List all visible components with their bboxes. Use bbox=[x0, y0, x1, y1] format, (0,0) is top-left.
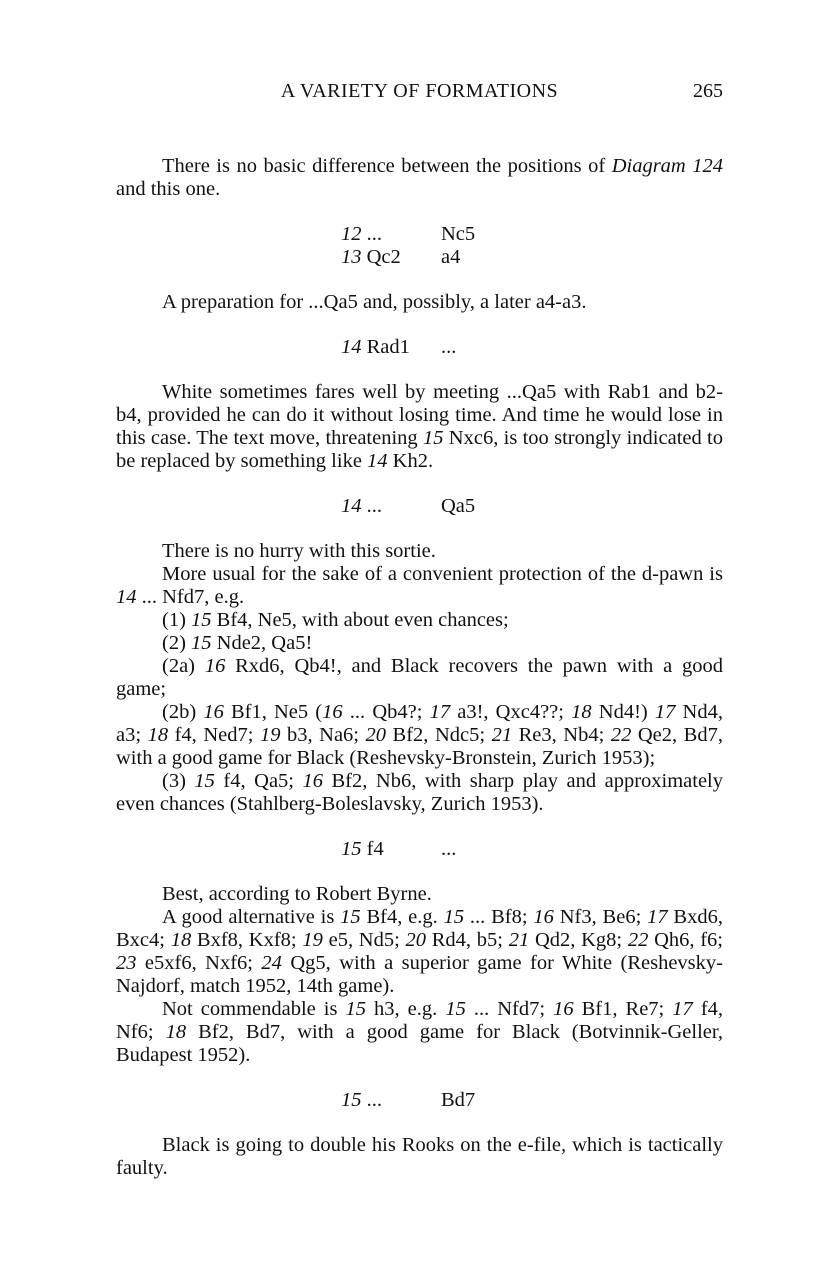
paragraph bbox=[116, 563, 723, 609]
text-run: ... Qb4?; bbox=[342, 701, 430, 723]
move-row bbox=[116, 246, 723, 269]
move-number: 22 bbox=[627, 929, 649, 951]
move-block bbox=[116, 838, 723, 861]
text-run: Bf2, Ndc5; bbox=[386, 724, 492, 746]
page-number: 265 bbox=[693, 80, 723, 102]
move-number: 14 bbox=[341, 336, 362, 358]
paragraph bbox=[116, 291, 723, 314]
move-number: 17 bbox=[672, 998, 693, 1020]
text-run: ... bbox=[361, 223, 382, 245]
move-number: 15 bbox=[341, 1089, 362, 1111]
black-move: Qa5 bbox=[441, 495, 476, 517]
text-run: Nd4, a3; bbox=[116, 701, 723, 746]
move-number: 16 bbox=[204, 655, 226, 677]
text-run: f4 bbox=[361, 838, 384, 860]
move-number: 15 bbox=[191, 609, 212, 631]
text-run: Bf1, Ne5 ( bbox=[223, 701, 323, 723]
text-run: Rad1 bbox=[361, 336, 410, 358]
text-run: Nxc6, is too strongly indicated to be replaced by something like bbox=[116, 427, 723, 472]
move-number: 15 bbox=[422, 427, 444, 449]
text-run: Nd4!) bbox=[591, 701, 655, 723]
move-block bbox=[116, 223, 723, 269]
text-run: (2) bbox=[162, 632, 192, 654]
paragraph bbox=[116, 883, 723, 906]
move-row bbox=[116, 838, 723, 861]
text-run: ... Nfd7, e.g. bbox=[136, 586, 245, 608]
move-number: 16 bbox=[203, 701, 224, 723]
text-run: f4, Ned7; bbox=[168, 724, 260, 746]
move-number: 19 bbox=[302, 929, 323, 951]
move-row bbox=[116, 336, 723, 359]
move-block bbox=[116, 1089, 723, 1112]
move-number: 17 bbox=[647, 906, 668, 928]
text-run: Bf2, Nb6, with sharp play and approximately even chances (Stahlberg-Boleslavsky, Zurich 1953). bbox=[116, 770, 724, 815]
move-number: 18 bbox=[170, 929, 192, 951]
text-run: Bf4, e.g. bbox=[360, 906, 444, 928]
text-run: Best, according to Robert Byrne. bbox=[162, 883, 432, 905]
move-number: 22 bbox=[610, 724, 632, 746]
move-number: 15 bbox=[341, 838, 362, 860]
text-run: h3, e.g. bbox=[366, 998, 446, 1020]
white-move bbox=[341, 223, 441, 246]
text-run: Qe2, Bd7, with a good game for Black (Reshevsky-Bronstein, Zurich 1953); bbox=[116, 724, 723, 769]
move-number: 18 bbox=[147, 724, 169, 746]
move-block bbox=[116, 336, 723, 359]
black-move: a4 bbox=[441, 246, 461, 268]
move-number: 17 bbox=[654, 701, 676, 723]
paragraph bbox=[116, 155, 723, 201]
move-number: 18 bbox=[165, 1021, 187, 1043]
move-number: 16 bbox=[322, 701, 343, 723]
move-row bbox=[116, 495, 723, 518]
text-run: Bf1, Re7; bbox=[573, 998, 673, 1020]
move-number: 18 bbox=[571, 701, 592, 723]
page-body bbox=[116, 155, 723, 1180]
text-run: Qg5, with a superior game for White (Reshevsky-Najdorf, match 1952, 14th game). bbox=[116, 952, 723, 997]
text-run: Rxd6, Qb4!, and Black recovers the pawn with a good game; bbox=[116, 655, 723, 700]
move-number: 15 bbox=[340, 906, 361, 928]
paragraph bbox=[116, 770, 723, 816]
white-move bbox=[341, 246, 441, 269]
text-run: White sometimes fares well by meeting ...Qa5 with Rab1 and b2-b4, provided he can do it without losing time. And time he would lose in this case. The text move, threatening bbox=[116, 381, 723, 449]
text-run: Bf4, Ne5, with about even chances; bbox=[211, 609, 509, 631]
black-move: ... bbox=[441, 336, 457, 358]
move-number: 20 bbox=[405, 929, 427, 951]
move-row bbox=[116, 223, 723, 246]
text-run: There is no hurry with this sortie. bbox=[162, 540, 436, 562]
white-move bbox=[341, 495, 441, 518]
text-run: Black is going to double his Rooks on the e-file, which is tactically faulty. bbox=[116, 1134, 723, 1179]
black-move: Nc5 bbox=[441, 223, 476, 245]
text-run: (3) bbox=[162, 770, 195, 792]
text-run: b3, Na6; bbox=[280, 724, 366, 746]
text-run: e5xf6, Nxf6; bbox=[136, 952, 262, 974]
paragraph bbox=[116, 998, 723, 1067]
text-run: Bf2, Bd7, with a good game for Black (Botvinnik-Geller, Budapest 1952). bbox=[116, 1021, 723, 1066]
text-run: Nf3, Be6; bbox=[553, 906, 648, 928]
move-number: Diagram 124 bbox=[611, 155, 723, 177]
text-run: Bxf8, Kxf8; bbox=[191, 929, 303, 951]
text-run: Qh6, f6; bbox=[648, 929, 724, 951]
move-number: 24 bbox=[261, 952, 282, 974]
move-number: 16 bbox=[302, 770, 323, 792]
white-move bbox=[341, 838, 441, 861]
paragraph bbox=[116, 1134, 723, 1180]
move-number: 21 bbox=[508, 929, 530, 951]
move-number: 16 bbox=[533, 906, 554, 928]
text-run: ... bbox=[361, 495, 382, 517]
text-run: Qc2 bbox=[361, 246, 401, 268]
move-number: 17 bbox=[429, 701, 451, 723]
text-run: Bxd6, Bxc4; bbox=[116, 906, 723, 951]
text-run: a3!, Qxc4??; bbox=[450, 701, 572, 723]
text-run: f4, Nf6; bbox=[116, 998, 724, 1043]
paragraph bbox=[116, 632, 723, 655]
move-number: 15 bbox=[191, 632, 212, 654]
move-number: 15 bbox=[445, 998, 466, 1020]
move-number: 14 bbox=[116, 586, 137, 608]
white-move bbox=[341, 336, 441, 359]
text-run: Kh2. bbox=[387, 450, 434, 472]
running-head: A VARIETY OF FORMATIONS bbox=[280, 80, 559, 102]
text-run: A good alternative is bbox=[162, 906, 341, 928]
move-number: 15 bbox=[443, 906, 465, 928]
move-number: 19 bbox=[259, 724, 281, 746]
move-number: 20 bbox=[365, 724, 387, 746]
text-run: (1) bbox=[162, 609, 192, 631]
move-number: 14 bbox=[341, 495, 362, 517]
black-move: Bd7 bbox=[441, 1089, 476, 1111]
paragraph bbox=[116, 906, 723, 998]
move-number: 14 bbox=[367, 450, 388, 472]
move-number: 12 bbox=[341, 223, 362, 245]
move-number: 16 bbox=[553, 998, 574, 1020]
text-run: Rd4, b5; bbox=[426, 929, 509, 951]
move-block bbox=[116, 495, 723, 518]
text-run: More usual for the sake of a convenient protection of the d-pawn is bbox=[162, 563, 723, 585]
text-run: Not commendable is bbox=[162, 998, 346, 1020]
paragraph bbox=[116, 655, 723, 701]
text-run: (2b) bbox=[162, 701, 204, 723]
text-run: and this one. bbox=[116, 178, 221, 200]
paragraph bbox=[116, 701, 723, 770]
text-run: Qd2, Kg8; bbox=[529, 929, 628, 951]
text-run: A preparation for ...Qa5 and, possibly, a later a4-a3. bbox=[162, 291, 587, 313]
move-number: 15 bbox=[345, 998, 366, 1020]
text-run: (2a) bbox=[162, 655, 205, 677]
text-run: e5, Nd5; bbox=[322, 929, 406, 951]
move-number: 15 bbox=[194, 770, 215, 792]
move-row bbox=[116, 1089, 723, 1112]
paragraph bbox=[116, 540, 723, 563]
book-page bbox=[116, 0, 723, 1278]
text-run: Nde2, Qa5! bbox=[211, 632, 313, 654]
paragraph bbox=[116, 609, 723, 632]
text-run: There is no basic difference between the positions of bbox=[162, 155, 612, 177]
text-run: ... Nfd7; bbox=[465, 998, 554, 1020]
text-run: ... bbox=[361, 1089, 382, 1111]
move-number: 13 bbox=[341, 246, 362, 268]
page-header bbox=[116, 80, 723, 106]
text-run: Re3, Nb4; bbox=[512, 724, 611, 746]
text-run: f4, Qa5; bbox=[214, 770, 303, 792]
move-number: 21 bbox=[491, 724, 513, 746]
white-move bbox=[341, 1089, 441, 1112]
paragraph bbox=[116, 381, 723, 473]
black-move: ... bbox=[441, 838, 457, 860]
move-number: 23 bbox=[116, 952, 137, 974]
text-run: ... Bf8; bbox=[464, 906, 534, 928]
